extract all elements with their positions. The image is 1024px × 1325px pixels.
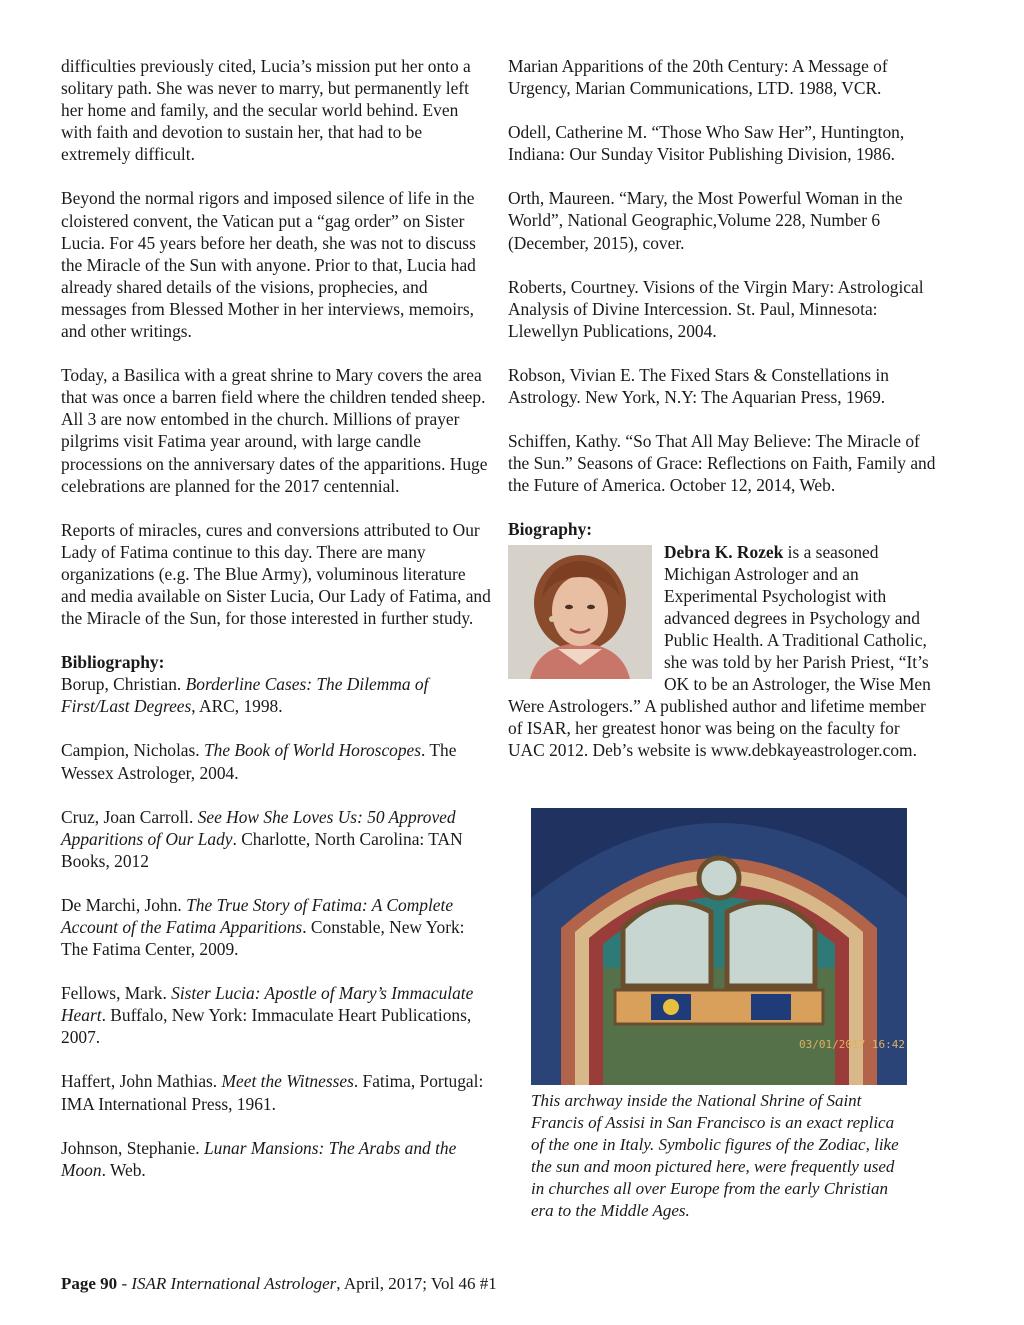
body-paragraph: difficulties previously cited, Lucia’s mission put her onto a solitary path. She was never to marry, but permanently left her home and family, and the secular world behind. Even with faith and devotion to sustain her, that had to be extremely difficult. — [61, 56, 471, 165]
publication-name: ISAR International Astrologer — [131, 1274, 337, 1293]
page-footer: Page 90 - ISAR International Astrologer, April, 2017; Vol 46 #1 — [61, 1274, 497, 1293]
bibliography-entry: Johnson, Stephanie. Lunar Mansions: The Arabs and the Moon. Web. — [61, 1137, 457, 1180]
photo-caption: This archway inside the National Shrine of Saint Francis of Assisi in San Francisco is an exact replica of the one in Italy. Symbolic figures of the Zodiac, like the sun and moon pictured here, were frequently used in churches all over Europe from the early Christian era to the Middle Ages. — [531, 1091, 899, 1221]
bibliography-entry: Schiffen, Kathy. “So That All May Believe: The Miracle of the Sun.” Seasons of Grace: Reflections on Faith, Family and the Future of America. October 12, 2014, Web. — [508, 431, 936, 496]
bibliography-entry: Odell, Catherine M. “Those Who Saw Her”, Huntington, Indiana: Our Sunday Visitor Publishing Division, 1986. — [508, 122, 905, 165]
bibliography-heading: Bibliography: — [61, 652, 165, 673]
bibliography-entry: De Marchi, John. The True Story of Fatima: A Complete Account of the Fatima Apparitions. Constable, New York: The Fatima Center, 2009. — [61, 894, 465, 960]
right-column — [508, 55, 938, 761]
biography — [508, 541, 938, 762]
bibliography-entry: Cruz, Joan Carroll. See How She Loves Us: 50 Approved Apparitions of Our Lady. Charlotte, North Carolina: TAN Books, 2012 — [61, 806, 463, 871]
bibliography-entry: Fellows, Mark. Sister Lucia: Apostle of Mary’s Immaculate Heart. Buffalo, New York: Immaculate Heart Publications, 2007. — [61, 983, 474, 1048]
bibliography-entry: Haffert, John Mathias. Meet the Witnesses. Fatima, Portugal: IMA International Press, 1961. — [61, 1071, 484, 1114]
bibliography-entry: Campion, Nicholas. The Book of World Horoscopes. The Wessex Astrologer, 2004. — [61, 740, 457, 783]
bibliography-entry: Roberts, Courtney. Visions of the Virgin Mary: Astrological Analysis of Divine Intercession. St. Paul, Minnesota: Llewellyn Publications, 2004. — [508, 276, 924, 341]
bibliography-entry: Marian Apparitions of the 20th Century: A Message of Urgency, Marian Communications, LTD. 1988, VCR. — [508, 56, 888, 99]
photo-timestamp: 03/01/2017 16:42 — [799, 1038, 905, 1051]
body-paragraph: Today, a Basilica with a great shrine to Mary covers the area that was once a barren field where the children tended sheep. All 3 are now entombed in the church. Millions of prayer pilgrims visit Fatima year around, with large candle processions on the anniversary dates of the apparitions. Huge celebrations are planned for the 2017 centennial. — [61, 365, 488, 496]
archway-photo — [531, 808, 907, 1085]
author-name: Debra K. Rozek — [664, 541, 784, 562]
author-portrait-image — [508, 545, 652, 679]
left-column — [61, 55, 491, 1203]
body-paragraph: Beyond the normal rigors and imposed silence of life in the cloistered convent, the Vatican put a “gag order” on Sister Lucia. For 45 years before her death, she was not to discuss the Miracle of the Sun with anyone. Prior to that, Lucia had already shared details of the visions, prophecies, and messages from Blessed Mother in her interviews, memoirs, and other writings. — [61, 188, 476, 342]
biography-heading: Biography: — [508, 519, 593, 540]
archway-image — [531, 808, 907, 1085]
bibliography-entry: Borup, Christian. Borderline Cases: The Dilemma of First/Last Degrees, ARC, 1998. — [61, 674, 429, 717]
body-paragraph: Reports of miracles, cures and conversions attributed to Our Lady of Fatima continue to this day. There are many organizations (e.g. The Blue Army), voluminous literature and media available on Sister Lucia, Our Lady of Fatima, and the Miracle of the Sun, for those interested in further study. — [61, 519, 491, 629]
page-number: Page 90 — [61, 1274, 118, 1293]
issue-info: , April, 2017; Vol 46 #1 — [336, 1274, 497, 1293]
bio-text: is a seasoned Michigan Astrologer and an Experimental Psychologist with advanced degrees in Psychology and Public Health. A Traditional Catholic, she was told by her Parish Priest, “It’s OK to be an Astrologer, the Wise Men Were Astrologers.” A published author and lifetime member of ISAR, her greatest honor was being on the faculty for UAC 2012. Deb’s website is www.debkayeastrologer.com. — [508, 541, 931, 761]
bibliography-entry: Orth, Maureen. “Mary, the Most Powerful Woman in the World”, National Geographic,Volume 228, Number 6 (December, 2015), cover. — [508, 188, 903, 253]
bibliography-entry: Robson, Vivian E. The Fixed Stars & Constellations in Astrology. New York, N.Y: The Aquarian Press, 1969. — [508, 364, 889, 408]
author-portrait — [508, 545, 652, 679]
